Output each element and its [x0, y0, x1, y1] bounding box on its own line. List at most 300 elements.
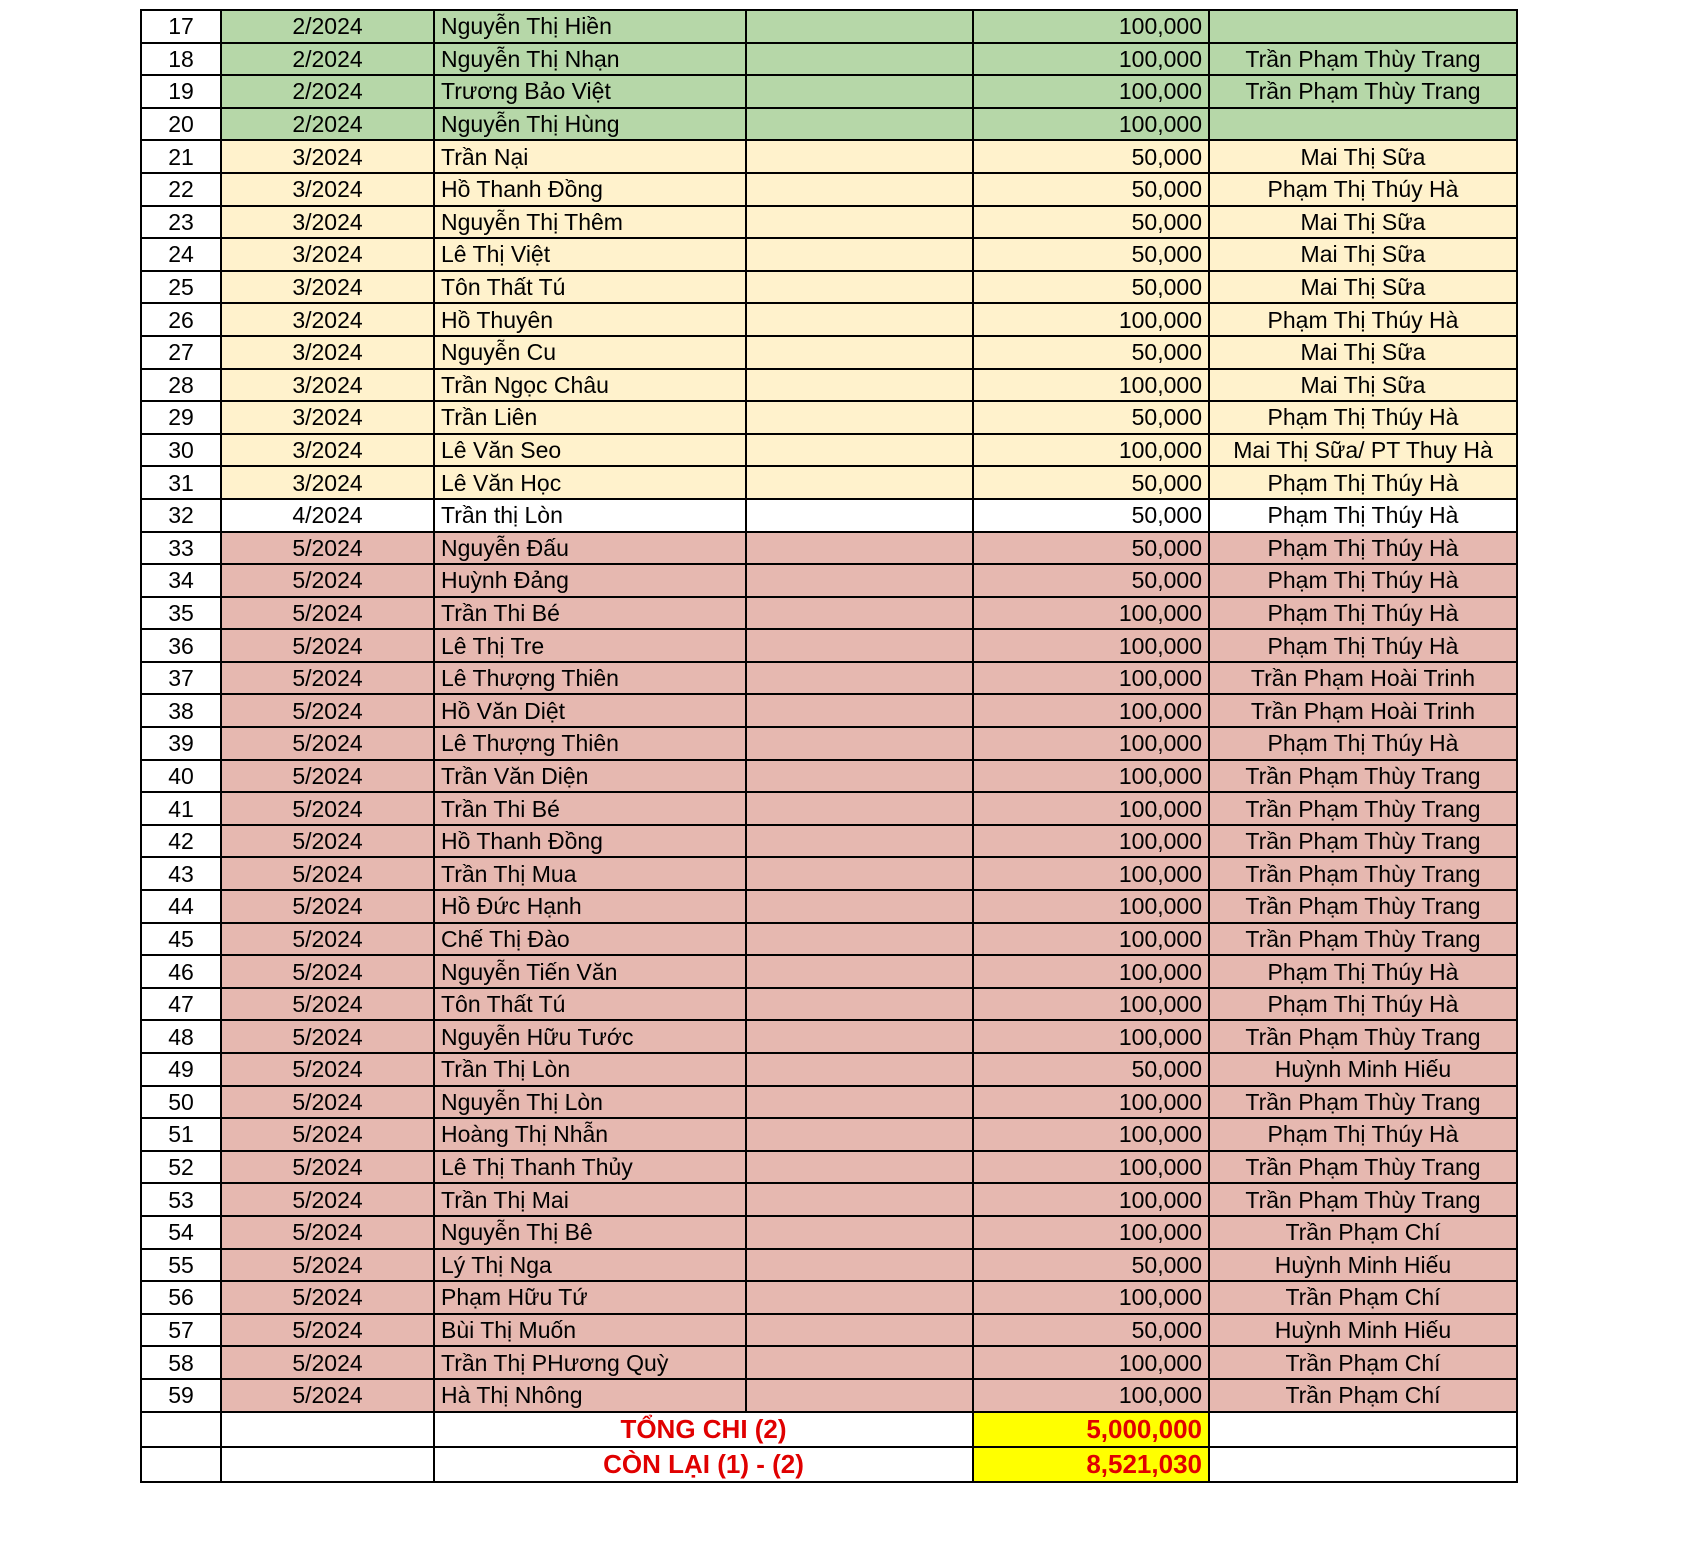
row-number-cell[interactable]: 37	[141, 662, 221, 695]
amount-cell[interactable]: 100,000	[973, 662, 1209, 695]
month-cell[interactable]: 5/2024	[221, 857, 434, 890]
name-cell[interactable]: Tôn Thất Tú	[434, 271, 746, 304]
row-number-cell[interactable]: 48	[141, 1020, 221, 1053]
empty-cell[interactable]	[746, 10, 973, 43]
row-number-cell[interactable]: 27	[141, 336, 221, 369]
empty-cell[interactable]	[746, 466, 973, 499]
row-number-cell[interactable]: 21	[141, 140, 221, 173]
collector-cell[interactable]: Mai Thị Sữa	[1209, 140, 1517, 173]
empty-cell[interactable]	[746, 988, 973, 1021]
empty-cell[interactable]	[746, 1249, 973, 1282]
table-row	[141, 760, 1517, 793]
name-cell[interactable]: Nguyễn Đấu	[434, 532, 746, 565]
month-cell[interactable]: 5/2024	[221, 890, 434, 923]
collector-cell[interactable]: Phạm Thị Thúy Hà	[1209, 988, 1517, 1021]
name-cell[interactable]: Tôn Thất Tú	[434, 988, 746, 1021]
row-number-cell[interactable]: 56	[141, 1281, 221, 1314]
amount-cell[interactable]: 100,000	[973, 1216, 1209, 1249]
name-cell[interactable]: Trần thị Lòn	[434, 499, 746, 532]
empty-cell[interactable]	[746, 499, 973, 532]
amount-cell[interactable]: 100,000	[973, 1151, 1209, 1184]
empty-cell[interactable]	[746, 662, 973, 695]
row-number-cell[interactable]: 49	[141, 1053, 221, 1086]
collector-cell[interactable]: Trần Phạm Thùy Trang	[1209, 1020, 1517, 1053]
empty-cell[interactable]	[746, 597, 973, 630]
empty-cell[interactable]	[221, 1412, 434, 1447]
amount-cell[interactable]: 100,000	[973, 1379, 1209, 1412]
month-cell[interactable]: 3/2024	[221, 140, 434, 173]
row-number-cell[interactable]: 38	[141, 694, 221, 727]
amount-cell[interactable]: 100,000	[973, 303, 1209, 336]
row-number-cell[interactable]: 19	[141, 75, 221, 108]
name-cell[interactable]: Trần Liên	[434, 401, 746, 434]
empty-cell[interactable]	[746, 890, 973, 923]
collector-cell[interactable]: Trần Phạm Chí	[1209, 1216, 1517, 1249]
empty-cell[interactable]	[1209, 1412, 1517, 1447]
remaining-label-cell[interactable]: CÒN LẠI (1) - (2)	[434, 1447, 973, 1482]
collector-cell[interactable]: Phạm Thị Thúy Hà	[1209, 564, 1517, 597]
name-cell[interactable]: Nguyễn Thị Hiền	[434, 10, 746, 43]
collector-cell[interactable]: Phạm Thị Thúy Hà	[1209, 727, 1517, 760]
month-cell[interactable]: 5/2024	[221, 727, 434, 760]
amount-cell[interactable]: 100,000	[973, 792, 1209, 825]
empty-cell[interactable]	[746, 140, 973, 173]
name-cell[interactable]: Hồ Đức Hạnh	[434, 890, 746, 923]
empty-cell[interactable]	[141, 1447, 221, 1482]
amount-cell[interactable]: 100,000	[973, 955, 1209, 988]
collector-cell[interactable]: Trần Phạm Thùy Trang	[1209, 825, 1517, 858]
row-number-cell[interactable]: 26	[141, 303, 221, 336]
month-cell[interactable]: 5/2024	[221, 1249, 434, 1282]
table-row	[141, 1216, 1517, 1249]
collector-cell[interactable]: Mai Thị Sữa	[1209, 238, 1517, 271]
table-row	[141, 1053, 1517, 1086]
empty-cell[interactable]	[746, 336, 973, 369]
row-number-cell[interactable]: 39	[141, 727, 221, 760]
row-number-cell[interactable]: 22	[141, 173, 221, 206]
empty-cell[interactable]	[746, 401, 973, 434]
month-cell[interactable]: 5/2024	[221, 1086, 434, 1119]
name-cell[interactable]: Hà Thị Nhông	[434, 1379, 746, 1412]
table-row	[141, 1020, 1517, 1053]
month-cell[interactable]: 3/2024	[221, 369, 434, 402]
month-cell[interactable]: 5/2024	[221, 1020, 434, 1053]
amount-cell[interactable]: 50,000	[973, 1314, 1209, 1347]
empty-cell[interactable]	[1209, 1447, 1517, 1482]
amount-cell[interactable]: 50,000	[973, 401, 1209, 434]
row-number-cell[interactable]: 44	[141, 890, 221, 923]
month-cell[interactable]: 5/2024	[221, 532, 434, 565]
amount-cell[interactable]: 100,000	[973, 629, 1209, 662]
amount-cell[interactable]: 100,000	[973, 988, 1209, 1021]
empty-cell[interactable]	[746, 694, 973, 727]
row-number-cell[interactable]: 45	[141, 923, 221, 956]
table-row	[141, 173, 1517, 206]
month-cell[interactable]: 3/2024	[221, 173, 434, 206]
empty-cell[interactable]	[746, 43, 973, 76]
name-cell[interactable]: Nguyễn Thị Lòn	[434, 1086, 746, 1119]
month-cell[interactable]: 3/2024	[221, 336, 434, 369]
collector-cell[interactable]: Trần Phạm Thùy Trang	[1209, 1151, 1517, 1184]
amount-cell[interactable]: 100,000	[973, 597, 1209, 630]
collector-cell[interactable]: Phạm Thị Thúy Hà	[1209, 499, 1517, 532]
row-number-cell[interactable]: 57	[141, 1314, 221, 1347]
collector-cell[interactable]: Mai Thị Sữa/ PT Thuy Hà	[1209, 434, 1517, 467]
name-cell[interactable]: Trần Thị PHương Quỳ	[434, 1346, 746, 1379]
month-cell[interactable]: 5/2024	[221, 564, 434, 597]
amount-cell[interactable]: 100,000	[973, 727, 1209, 760]
table-row	[141, 662, 1517, 695]
empty-cell[interactable]	[746, 825, 973, 858]
empty-cell[interactable]	[746, 727, 973, 760]
month-cell[interactable]: 4/2024	[221, 499, 434, 532]
collector-cell[interactable]: Mai Thị Sữa	[1209, 271, 1517, 304]
row-number-cell[interactable]: 46	[141, 955, 221, 988]
amount-cell[interactable]: 100,000	[973, 890, 1209, 923]
name-cell[interactable]: Hồ Văn Diệt	[434, 694, 746, 727]
month-cell[interactable]: 5/2024	[221, 760, 434, 793]
empty-cell[interactable]	[746, 532, 973, 565]
empty-cell[interactable]	[746, 1346, 973, 1379]
collector-cell[interactable]: Huỳnh Minh Hiếu	[1209, 1314, 1517, 1347]
row-number-cell[interactable]: 54	[141, 1216, 221, 1249]
amount-cell[interactable]: 100,000	[973, 369, 1209, 402]
spreadsheet	[140, 9, 1518, 1483]
table-row	[141, 890, 1517, 923]
collector-cell[interactable]: Mai Thị Sữa	[1209, 369, 1517, 402]
amount-cell[interactable]: 100,000	[973, 10, 1209, 43]
name-cell[interactable]: Trần Thị Mai	[434, 1183, 746, 1216]
empty-cell[interactable]	[746, 1379, 973, 1412]
name-cell[interactable]: Hoàng Thị Nhẫn	[434, 1118, 746, 1151]
month-cell[interactable]: 5/2024	[221, 792, 434, 825]
name-cell[interactable]: Phạm Hữu Tứ	[434, 1281, 746, 1314]
collector-cell[interactable]: Mai Thị Sữa	[1209, 206, 1517, 239]
totals-body	[141, 1412, 1517, 1482]
month-cell[interactable]: 5/2024	[221, 988, 434, 1021]
month-cell[interactable]: 3/2024	[221, 434, 434, 467]
empty-cell[interactable]	[746, 108, 973, 141]
collector-cell[interactable]: Phạm Thị Thúy Hà	[1209, 401, 1517, 434]
name-cell[interactable]: Trần Thị Mua	[434, 857, 746, 890]
collector-cell[interactable]: Trần Phạm Chí	[1209, 1281, 1517, 1314]
name-cell[interactable]: Bùi Thị Muốn	[434, 1314, 746, 1347]
row-number-cell[interactable]: 42	[141, 825, 221, 858]
empty-cell[interactable]	[746, 206, 973, 239]
row-number-cell[interactable]: 36	[141, 629, 221, 662]
empty-cell[interactable]	[746, 1183, 973, 1216]
collector-cell[interactable]: Trần Phạm Chí	[1209, 1346, 1517, 1379]
empty-cell[interactable]	[746, 1314, 973, 1347]
name-cell[interactable]: Lê Thị Thanh Thủy	[434, 1151, 746, 1184]
remaining-row	[141, 1447, 1517, 1482]
table-row	[141, 271, 1517, 304]
row-number-cell[interactable]: 47	[141, 988, 221, 1021]
expense-table	[140, 9, 1518, 1483]
amount-cell[interactable]: 100,000	[973, 1346, 1209, 1379]
collector-cell[interactable]: Trần Phạm Hoài Trinh	[1209, 694, 1517, 727]
empty-cell[interactable]	[746, 1053, 973, 1086]
amount-cell[interactable]: 50,000	[973, 271, 1209, 304]
name-cell[interactable]: Lý Thị Nga	[434, 1249, 746, 1282]
row-number-cell[interactable]: 51	[141, 1118, 221, 1151]
month-cell[interactable]: 5/2024	[221, 597, 434, 630]
month-cell[interactable]: 5/2024	[221, 1053, 434, 1086]
table-body	[141, 10, 1517, 1412]
month-cell[interactable]: 5/2024	[221, 1379, 434, 1412]
collector-cell[interactable]: Trần Phạm Thùy Trang	[1209, 890, 1517, 923]
collector-cell[interactable]: Trần Phạm Thùy Trang	[1209, 760, 1517, 793]
collector-cell[interactable]: Trần Phạm Thùy Trang	[1209, 923, 1517, 956]
amount-cell[interactable]: 50,000	[973, 564, 1209, 597]
month-cell[interactable]: 3/2024	[221, 271, 434, 304]
month-cell[interactable]: 2/2024	[221, 43, 434, 76]
collector-cell[interactable]: Phạm Thị Thúy Hà	[1209, 173, 1517, 206]
empty-cell[interactable]	[746, 955, 973, 988]
empty-cell[interactable]	[746, 1020, 973, 1053]
amount-cell[interactable]: 100,000	[973, 857, 1209, 890]
month-cell[interactable]: 5/2024	[221, 662, 434, 695]
table-row	[141, 597, 1517, 630]
name-cell[interactable]: Lê Thị Việt	[434, 238, 746, 271]
month-cell[interactable]: 5/2024	[221, 1314, 434, 1347]
name-cell[interactable]: Nguyễn Thị Nhạn	[434, 43, 746, 76]
collector-cell[interactable]: Trần Phạm Thùy Trang	[1209, 857, 1517, 890]
name-cell[interactable]: Huỳnh Đảng	[434, 564, 746, 597]
name-cell[interactable]: Trần Ngọc Châu	[434, 369, 746, 402]
empty-cell[interactable]	[746, 75, 973, 108]
amount-cell[interactable]: 50,000	[973, 173, 1209, 206]
remaining-value-cell[interactable]: 8,521,030	[973, 1447, 1209, 1482]
name-cell[interactable]: Lê Thị Tre	[434, 629, 746, 662]
row-number-cell[interactable]: 17	[141, 10, 221, 43]
amount-cell[interactable]: 100,000	[973, 694, 1209, 727]
amount-cell[interactable]: 100,000	[973, 760, 1209, 793]
table-row	[141, 1314, 1517, 1347]
table-row	[141, 401, 1517, 434]
collector-cell[interactable]: Huỳnh Minh Hiếu	[1209, 1053, 1517, 1086]
month-cell[interactable]: 5/2024	[221, 1216, 434, 1249]
month-cell[interactable]: 5/2024	[221, 825, 434, 858]
empty-cell[interactable]	[746, 434, 973, 467]
table-row	[141, 1151, 1517, 1184]
row-number-cell[interactable]: 33	[141, 532, 221, 565]
amount-cell[interactable]: 50,000	[973, 1249, 1209, 1282]
amount-cell[interactable]: 50,000	[973, 206, 1209, 239]
name-cell[interactable]: Hồ Thanh Đồng	[434, 173, 746, 206]
empty-cell[interactable]	[746, 760, 973, 793]
row-number-cell[interactable]: 31	[141, 466, 221, 499]
row-number-cell[interactable]: 59	[141, 1379, 221, 1412]
name-cell[interactable]: Nguyễn Tiến Văn	[434, 955, 746, 988]
empty-cell[interactable]	[746, 303, 973, 336]
row-number-cell[interactable]: 40	[141, 760, 221, 793]
collector-cell[interactable]: Phạm Thị Thúy Hà	[1209, 629, 1517, 662]
month-cell[interactable]: 5/2024	[221, 1151, 434, 1184]
name-cell[interactable]: Trần Nại	[434, 140, 746, 173]
row-number-cell[interactable]: 43	[141, 857, 221, 890]
collector-cell[interactable]: Trần Phạm Thùy Trang	[1209, 1183, 1517, 1216]
row-number-cell[interactable]: 53	[141, 1183, 221, 1216]
empty-cell[interactable]	[746, 173, 973, 206]
empty-cell[interactable]	[221, 1447, 434, 1482]
month-cell[interactable]: 2/2024	[221, 10, 434, 43]
amount-cell[interactable]: 100,000	[973, 1020, 1209, 1053]
empty-cell[interactable]	[746, 1086, 973, 1119]
month-cell[interactable]: 3/2024	[221, 238, 434, 271]
amount-cell[interactable]: 50,000	[973, 499, 1209, 532]
total-row	[141, 1412, 1517, 1447]
collector-cell[interactable]: Trần Phạm Thùy Trang	[1209, 792, 1517, 825]
month-cell[interactable]: 5/2024	[221, 923, 434, 956]
month-cell[interactable]: 5/2024	[221, 1281, 434, 1314]
row-number-cell[interactable]: 32	[141, 499, 221, 532]
amount-cell[interactable]: 100,000	[973, 43, 1209, 76]
collector-cell[interactable]: Phạm Thị Thúy Hà	[1209, 303, 1517, 336]
table-row	[141, 629, 1517, 662]
name-cell[interactable]: Trương Bảo Việt	[434, 75, 746, 108]
collector-cell[interactable]: Phạm Thị Thúy Hà	[1209, 955, 1517, 988]
row-number-cell[interactable]: 55	[141, 1249, 221, 1282]
collector-cell[interactable]: Huỳnh Minh Hiếu	[1209, 1249, 1517, 1282]
amount-cell[interactable]: 100,000	[973, 1118, 1209, 1151]
collector-cell[interactable]: Trần Phạm Thùy Trang	[1209, 43, 1517, 76]
table-row	[141, 564, 1517, 597]
collector-cell[interactable]: Phạm Thị Thúy Hà	[1209, 466, 1517, 499]
name-cell[interactable]: Trần Thị Lòn	[434, 1053, 746, 1086]
row-number-cell[interactable]: 50	[141, 1086, 221, 1119]
month-cell[interactable]: 2/2024	[221, 75, 434, 108]
name-cell[interactable]: Lê Văn Seo	[434, 434, 746, 467]
collector-cell[interactable]	[1209, 10, 1517, 43]
amount-cell[interactable]: 50,000	[973, 140, 1209, 173]
table-row	[141, 1118, 1517, 1151]
amount-cell[interactable]: 100,000	[973, 825, 1209, 858]
empty-cell[interactable]	[746, 1118, 973, 1151]
amount-cell[interactable]: 100,000	[973, 1183, 1209, 1216]
empty-cell[interactable]	[746, 1151, 973, 1184]
month-cell[interactable]: 5/2024	[221, 694, 434, 727]
table-row	[141, 923, 1517, 956]
name-cell[interactable]: Lê Thượng Thiên	[434, 727, 746, 760]
empty-cell[interactable]	[746, 792, 973, 825]
row-number-cell[interactable]: 41	[141, 792, 221, 825]
month-cell[interactable]: 3/2024	[221, 401, 434, 434]
name-cell[interactable]: Chế Thị Đào	[434, 923, 746, 956]
amount-cell[interactable]: 50,000	[973, 238, 1209, 271]
table-row	[141, 238, 1517, 271]
collector-cell[interactable]: Trần Phạm Chí	[1209, 1379, 1517, 1412]
month-cell[interactable]: 2/2024	[221, 108, 434, 141]
month-cell[interactable]: 3/2024	[221, 206, 434, 239]
month-cell[interactable]: 5/2024	[221, 1183, 434, 1216]
name-cell[interactable]: Trần Thi Bé	[434, 792, 746, 825]
row-number-cell[interactable]: 23	[141, 206, 221, 239]
row-number-cell[interactable]: 24	[141, 238, 221, 271]
amount-cell[interactable]: 100,000	[973, 923, 1209, 956]
table-row	[141, 694, 1517, 727]
collector-cell[interactable]	[1209, 108, 1517, 141]
amount-cell[interactable]: 100,000	[973, 1086, 1209, 1119]
month-cell[interactable]: 5/2024	[221, 955, 434, 988]
name-cell[interactable]: Nguyễn Cu	[434, 336, 746, 369]
table-row	[141, 206, 1517, 239]
row-number-cell[interactable]: 28	[141, 369, 221, 402]
collector-cell[interactable]: Mai Thị Sữa	[1209, 336, 1517, 369]
month-cell[interactable]: 5/2024	[221, 629, 434, 662]
amount-cell[interactable]: 100,000	[973, 434, 1209, 467]
name-cell[interactable]: Hồ Thuyên	[434, 303, 746, 336]
name-cell[interactable]: Lê Thượng Thiên	[434, 662, 746, 695]
empty-cell[interactable]	[746, 271, 973, 304]
empty-cell[interactable]	[746, 369, 973, 402]
name-cell[interactable]: Nguyễn Thị Bê	[434, 1216, 746, 1249]
collector-cell[interactable]: Phạm Thị Thúy Hà	[1209, 532, 1517, 565]
month-cell[interactable]: 5/2024	[221, 1118, 434, 1151]
collector-cell[interactable]: Phạm Thị Thúy Hà	[1209, 597, 1517, 630]
name-cell[interactable]: Nguyễn Hữu Tước	[434, 1020, 746, 1053]
table-row	[141, 336, 1517, 369]
empty-cell[interactable]	[746, 629, 973, 662]
empty-cell[interactable]	[746, 564, 973, 597]
row-number-cell[interactable]: 34	[141, 564, 221, 597]
table-row	[141, 434, 1517, 467]
empty-cell[interactable]	[141, 1412, 221, 1447]
amount-cell[interactable]: 50,000	[973, 532, 1209, 565]
row-number-cell[interactable]: 30	[141, 434, 221, 467]
empty-cell[interactable]	[746, 238, 973, 271]
row-number-cell[interactable]: 35	[141, 597, 221, 630]
table-row	[141, 10, 1517, 43]
amount-cell[interactable]: 50,000	[973, 1053, 1209, 1086]
empty-cell[interactable]	[746, 1216, 973, 1249]
collector-cell[interactable]: Trần Phạm Thùy Trang	[1209, 1086, 1517, 1119]
row-number-cell[interactable]: 58	[141, 1346, 221, 1379]
empty-cell[interactable]	[746, 857, 973, 890]
collector-cell[interactable]: Trần Phạm Hoài Trinh	[1209, 662, 1517, 695]
month-cell[interactable]: 5/2024	[221, 1346, 434, 1379]
collector-cell[interactable]: Phạm Thị Thúy Hà	[1209, 1118, 1517, 1151]
table-row	[141, 303, 1517, 336]
name-cell[interactable]: Lê Văn Học	[434, 466, 746, 499]
amount-cell[interactable]: 100,000	[973, 1281, 1209, 1314]
empty-cell[interactable]	[746, 923, 973, 956]
month-cell[interactable]: 3/2024	[221, 303, 434, 336]
table-row	[141, 988, 1517, 1021]
amount-cell[interactable]: 100,000	[973, 108, 1209, 141]
total-label-cell[interactable]: TỔNG CHI (2)	[434, 1412, 973, 1447]
name-cell[interactable]: Trần Văn Diện	[434, 760, 746, 793]
amount-cell[interactable]: 50,000	[973, 336, 1209, 369]
row-number-cell[interactable]: 52	[141, 1151, 221, 1184]
row-number-cell[interactable]: 18	[141, 43, 221, 76]
row-number-cell[interactable]: 29	[141, 401, 221, 434]
table-row	[141, 1379, 1517, 1412]
row-number-cell[interactable]: 25	[141, 271, 221, 304]
row-number-cell[interactable]: 20	[141, 108, 221, 141]
collector-cell[interactable]: Trần Phạm Thùy Trang	[1209, 75, 1517, 108]
empty-cell[interactable]	[746, 1281, 973, 1314]
month-cell[interactable]: 3/2024	[221, 466, 434, 499]
name-cell[interactable]: Trần Thi Bé	[434, 597, 746, 630]
name-cell[interactable]: Nguyễn Thị Hùng	[434, 108, 746, 141]
amount-cell[interactable]: 50,000	[973, 466, 1209, 499]
name-cell[interactable]: Nguyễn Thị Thêm	[434, 206, 746, 239]
amount-cell[interactable]: 100,000	[973, 75, 1209, 108]
table-row	[141, 792, 1517, 825]
total-value-cell[interactable]: 5,000,000	[973, 1412, 1209, 1447]
name-cell[interactable]: Hồ Thanh Đồng	[434, 825, 746, 858]
